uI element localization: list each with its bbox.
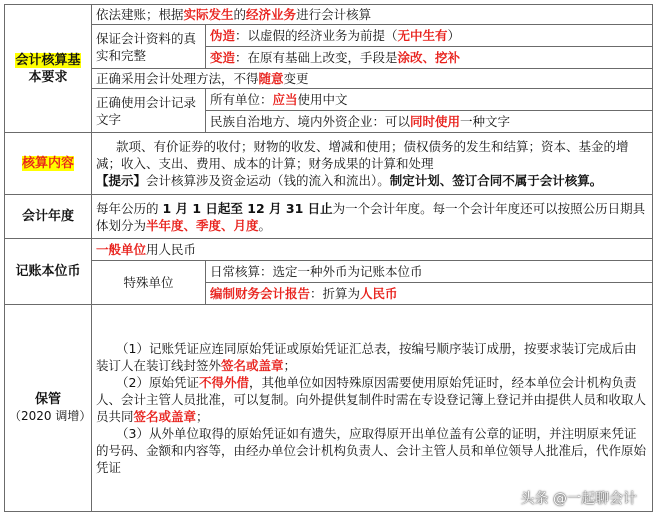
- custody-header: [5, 305, 92, 512]
- text: ；: [196, 409, 209, 424]
- text: 不得外借: [198, 375, 249, 390]
- bookkeeping-currency-header: 记账本位币: [5, 239, 92, 305]
- content-tip: [96, 172, 648, 189]
- text: 用人民币: [146, 242, 197, 257]
- fiscal-year-header: 会计年度: [5, 195, 92, 239]
- custody-para-1: [96, 340, 648, 374]
- text: 的: [233, 7, 247, 22]
- watermark: 头条 @一起聊会计: [520, 491, 637, 507]
- text: ，其他单位如因特殊原因需要使用原始凭证时，经本单位会计机构负责人、会计主管人员批准，可以复制。向外提供复制件时需在专设登记簿上登记并由提供人员和收取人员共同: [96, 375, 647, 424]
- text: 伪造: [210, 28, 236, 43]
- text: 进行会计核算: [296, 7, 372, 22]
- text: 签名或盖章: [133, 409, 197, 424]
- text: 所有单位：: [210, 92, 273, 107]
- text: 人民币: [360, 286, 398, 301]
- text: 随意: [258, 71, 284, 86]
- text: 同时使用: [410, 114, 461, 129]
- text: 制定计划、签订合同不属于会计核算。: [389, 173, 603, 188]
- text: ：折算为: [310, 286, 361, 301]
- text: 依法建账；根据: [96, 7, 184, 22]
- text: 【提示】: [96, 173, 147, 188]
- text: 签名或盖章: [221, 358, 284, 373]
- text: 无中生有: [397, 28, 448, 43]
- general-unit-row: [92, 239, 653, 261]
- accounting-table: [4, 4, 653, 512]
- daily-accounting-cell: 日常核算：选定一种外币为记账本位币: [206, 261, 653, 283]
- text: 经济业务: [246, 7, 297, 22]
- forgery-cell: [206, 25, 653, 47]
- basic-row-1: [92, 5, 653, 25]
- special-unit-label: 特殊单位: [92, 261, 206, 305]
- text: 半年度、季度、月度: [146, 217, 259, 233]
- text: 变更: [283, 71, 309, 86]
- basic-requirements-header: [5, 5, 92, 133]
- content-cell: [92, 133, 653, 195]
- all-units-cell: [206, 89, 653, 111]
- text: 核算内容: [21, 156, 74, 171]
- financial-report-cell: [206, 283, 653, 305]
- text: ：在原有基础上改变，手段是: [235, 50, 398, 65]
- text: 涂改、挖补: [397, 50, 461, 65]
- header-line2: 本要求: [28, 69, 68, 85]
- complete-records-label: 保证会计资料的真实和完整: [92, 25, 206, 69]
- text: 会计核算涉及资金运动（钱的流入和流出）。: [146, 173, 390, 188]
- method-row: [92, 69, 653, 89]
- text: ；: [283, 358, 297, 373]
- text: 使用中文: [297, 92, 348, 107]
- text: 民族自治地方、境内外资企业：可以: [210, 114, 411, 129]
- text: 编制财务会计报告: [210, 286, 311, 301]
- custody-para-2: [96, 374, 648, 425]
- custody-cell: [92, 305, 653, 512]
- accounting-content-header: [5, 133, 92, 195]
- text: 。: [258, 217, 272, 233]
- text: 实际发生: [183, 7, 234, 22]
- text: 一种文字: [460, 114, 511, 129]
- text: 每年公历的: [96, 200, 163, 216]
- text: （1）记账凭证应连同原始凭证或原始凭证汇总表，按编号顺序装订成册，按要求装订完成后由装订人在装订线封签外: [96, 341, 637, 373]
- text: 变造: [210, 50, 236, 65]
- text: 1 月 1 日起至 12 月 31 日止: [162, 200, 333, 216]
- text: 为一个会计年度。每一个会计年度还可以按照公历日期具体划分为: [96, 200, 646, 233]
- ethnic-regions-cell: [206, 111, 653, 133]
- fiscal-year-cell: [92, 195, 653, 239]
- text: 正确采用会计处理方法，不得: [96, 71, 259, 86]
- text: （2020 调增）: [9, 409, 92, 423]
- alteration-cell: [206, 47, 653, 69]
- content-text: 款项、有价证券的收付；财物的收发、增减和使用；债权债务的发生和结算；资本、基金的增减；收入、支出、费用、成本的计算；财务成果的计算和处理: [96, 139, 629, 171]
- text: 应当: [272, 92, 298, 107]
- text: 一般单位: [96, 242, 147, 257]
- header-line1: 会计核算基: [15, 52, 81, 68]
- text: 保管: [34, 392, 61, 407]
- custody-para-3: （3）从外单位取得的原始凭证如有遗失，应取得原开出单位盖有公章的证明，并注明原来凭证的号码、金额和内容等，由经办单位会计机构负责人、会计主管人员和单位领导人批准后，代作原始凭证: [96, 426, 647, 475]
- text: （2）原始凭证: [116, 375, 199, 390]
- record-language-label: 正确使用会计记录文字: [92, 89, 206, 133]
- text: ：以虚假的经济业务为前提（: [235, 28, 398, 43]
- text: ）: [447, 28, 461, 43]
